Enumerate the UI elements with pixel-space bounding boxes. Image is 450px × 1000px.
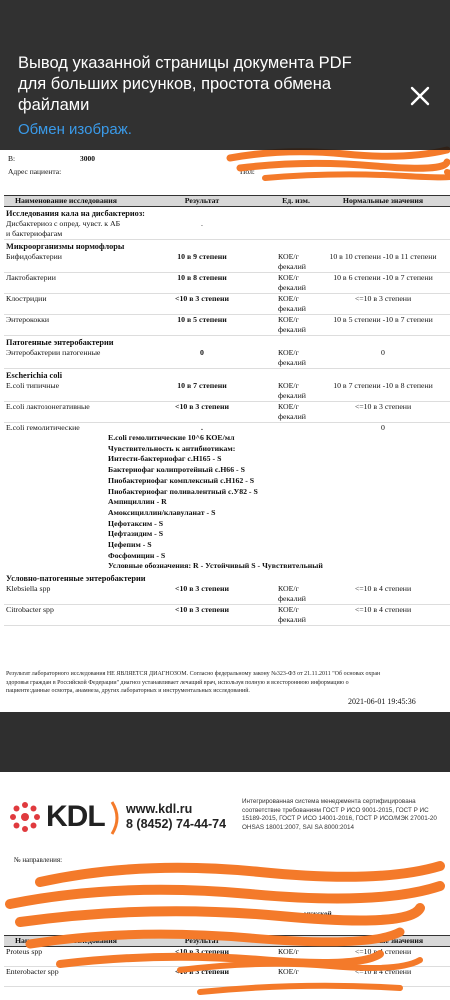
- logo-swoosh: [108, 800, 122, 836]
- site-link[interactable]: www.kdl.ru: [126, 802, 193, 816]
- share-overlay: [0, 0, 450, 150]
- share-image-button[interactable]: Обмен изображ.: [18, 121, 132, 138]
- section-patho: Патогенные энтеробактерии: [6, 338, 114, 347]
- section-kal: Исследования кала на дисбактериоз:: [6, 209, 145, 218]
- phone: 8 (8452) 74-44-74: [126, 817, 227, 831]
- antibiotic-note: E.coli гемолитические 10^6 КОЕ/мл Чувствительность к антибиотикам: Интести-бактериофаг с.Н165 - S Бактериофаг колипротейный с.Н66 - S Пиобактериофаг комплексный с.Н162 - S Пиобактериофаг поливалентный с.У82 - S Ампициллин - R Амоксициллин/клавуланат - S Цефотаксим - S Цефтазидим - S Цефепим - S Фосфомицин - S Условные обозначения: R - Устойчивый S - Чувствительный: [108, 433, 323, 571]
- disclaimer: Результат лабораторного исследования НЕ ЯВЛЯЕТСЯ ДИАГНОЗОМ. Согласно федеральному закону №323-ФЗ от 21.11.2011 "Об основах охран здоровья граждан в Российской Федерации" диагноз устанавливает лечащий врач, используя полную и всестороннюю информацию о пациенте:данные осмотра, анамнеза, других лабораторных и инструментальных исследований.: [6, 671, 381, 694]
- section-cond: Условно-патогенные энтеробактерии: [6, 574, 146, 584]
- table-row: Citrobacter spp <10 в 3 степени КОЕ/г фекалий <=10 в 4 степени: [4, 605, 450, 626]
- sex-label: Пол:: [240, 167, 255, 176]
- timestamp: 2021-06-01 19:45:36: [348, 697, 416, 706]
- address-label: Адрес пациента:: [8, 167, 62, 176]
- table-row: Лактобактерии 10 в 8 степени КОЕ/г фекалий 10 в 6 степени -10 в 7 степени: [4, 273, 450, 294]
- direction-label: № направления:: [14, 856, 63, 864]
- table-row: E.coli гемолитические . 0: [6, 423, 385, 432]
- section-micro: Микроорганизмы нормофлоры: [6, 242, 125, 251]
- table-row: Дисбактериоз с опред. чувст. к АБ и бактериофагам .: [4, 219, 450, 240]
- sex-value: мужской: [304, 910, 332, 918]
- overlay-title: Вывод указанной страницы документа PDF для больших рисунков, простота обмена файлами: [18, 54, 352, 114]
- certification: Интегрированная система менеджмента сертифицирована соответствие требованиям ГОСТ Р ИСО 9001-2015, ГОСТ Р ИС 15189-2015, ГОСТ Р ИСО 14001-2016, ГОСТ Р ИСО/МЭК 27001-20 OHSAS 18001:2007, SAI SA 8000:2014: [242, 798, 437, 831]
- logo-text: KDL: [46, 800, 105, 833]
- col-header-result: Результат: [128, 196, 276, 207]
- table-row: Клостридии <10 в 3 степени КОЕ/г фекалий <=10 в 3 степени: [4, 294, 450, 315]
- table-row: E.coli лактозонегативные <10 в 3 степени КОЕ/г фекалий <=10 в 3 степени: [4, 402, 450, 423]
- table-row: Энтерококки 10 в 5 степени КОЕ/г фекалий 10 в 5 степени -10 в 7 степени: [4, 315, 450, 336]
- redaction-scribble-2: [0, 842, 450, 1000]
- section-ecoli: Escherichia coli: [6, 371, 62, 380]
- close-button[interactable]: [404, 80, 436, 112]
- table-row: Бифидобактерии 10 в 9 степени КОЕ/г фекалий 10 в 10 степени -10 в 11 степени: [4, 252, 450, 273]
- col-header-unit: Ед. изм.: [276, 196, 316, 207]
- field-v-value: 3000: [80, 154, 95, 163]
- col-header-norm: Нормальные значения: [316, 196, 450, 207]
- table-row: Энтеробактерии патогенные 0 КОЕ/г фекалий 0: [4, 348, 450, 369]
- table-row: Enterobacter spp <10 в 3 степени КОЕ/г <=10 в 4 степени: [4, 967, 450, 987]
- table-header-row: Наименование исследования Результат Ед. изм. Нормальные значения: [4, 936, 450, 947]
- table-row: Proteus spp <10 в 3 степени КОЕ/г <=10 в 4 степени: [4, 947, 450, 967]
- table-header-row: [4, 196, 450, 207]
- field-v-label: В:: [8, 154, 16, 163]
- table-row: E.coli типичные 10 в 7 степени КОЕ/г фекалий 10 в 7 степени -10 в 8 степени: [4, 381, 450, 402]
- document-page-2: [0, 772, 450, 1000]
- kdl-logo-icon: [8, 800, 42, 834]
- col-header-name: Наименование исследования: [4, 196, 128, 207]
- results-table: [4, 195, 450, 626]
- ecoli-note-row: [4, 433, 450, 572]
- kdl-logo: [8, 800, 42, 839]
- close-icon: [404, 80, 436, 112]
- table-row: Klebsiella spp <10 в 3 степени КОЕ/г фекалий <=10 в 4 степени: [4, 584, 450, 605]
